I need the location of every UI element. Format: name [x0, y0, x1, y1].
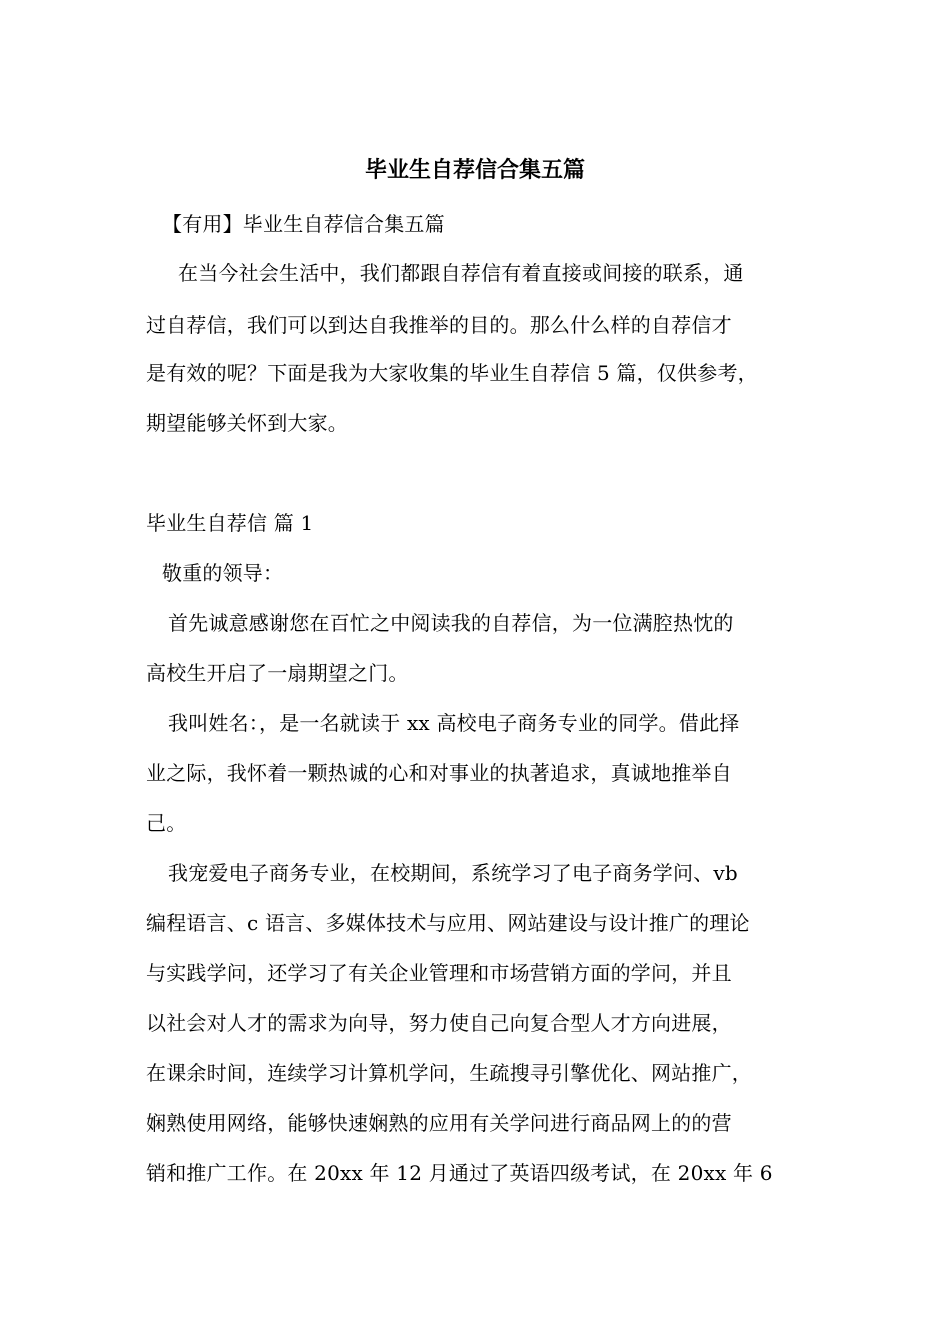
paragraph-line: 以社会对人才的需求为向导，努力使自己向复合型人才方向进展，	[146, 1011, 732, 1035]
paragraph-line: 己。	[146, 811, 187, 835]
paragraph-line: 在课余时间，连续学习计算机学问，生疏搜寻引擎优化、网站推广，	[146, 1061, 752, 1085]
document-subtitle: 【有用】毕业生自荐信合集五篇	[162, 212, 445, 236]
salutation: 敬重的领导：	[162, 561, 284, 585]
intro-line: 期望能够关怀到大家。	[146, 411, 348, 435]
section-heading: 毕业生自荐信 篇 1	[146, 511, 314, 535]
paragraph-line: 我叫姓名：，是一名就读于 xx 高校电子商务专业的同学。借此择	[168, 711, 740, 735]
paragraph-line: 与实践学问，还学习了有关企业管理和市场营销方面的学问，并且	[146, 961, 732, 985]
paragraph-line: 高校生开启了一扇期望之门。	[146, 661, 409, 685]
document-title: 毕业生自荐信合集五篇	[364, 157, 585, 183]
paragraph-line: 业之际，我怀着一颗热诚的心和对事业的执著追求，真诚地推举自	[146, 761, 732, 785]
paragraph-line: 首先诚意感谢您在百忙之中阅读我的自荐信，为一位满腔热忱的	[168, 611, 734, 635]
intro-line: 在当今社会生活中，我们都跟自荐信有着直接或间接的联系，通	[178, 261, 744, 285]
paragraph-line: 娴熟使用网络，能够快速娴熟的应用有关学问进行商品网上的的营	[146, 1111, 732, 1135]
paragraph-line: 我宠爱电子商务专业，在校期间，系统学习了电子商务学问、vb	[168, 861, 738, 885]
paragraph-line: 编程语言、c 语言、多媒体技术与应用、网站建设与设计推广的理论	[146, 911, 750, 935]
paragraph-line: 销和推广工作。在 20xx 年 12 月通过了英语四级考试，在 20xx 年 6	[146, 1161, 773, 1185]
intro-line: 过自荐信，我们可以到达自我推举的目的。那么什么样的自荐信才	[146, 313, 732, 337]
intro-line: 是有效的呢？下面是我为大家收集的毕业生自荐信 5 篇，仅供参考，	[146, 361, 758, 385]
